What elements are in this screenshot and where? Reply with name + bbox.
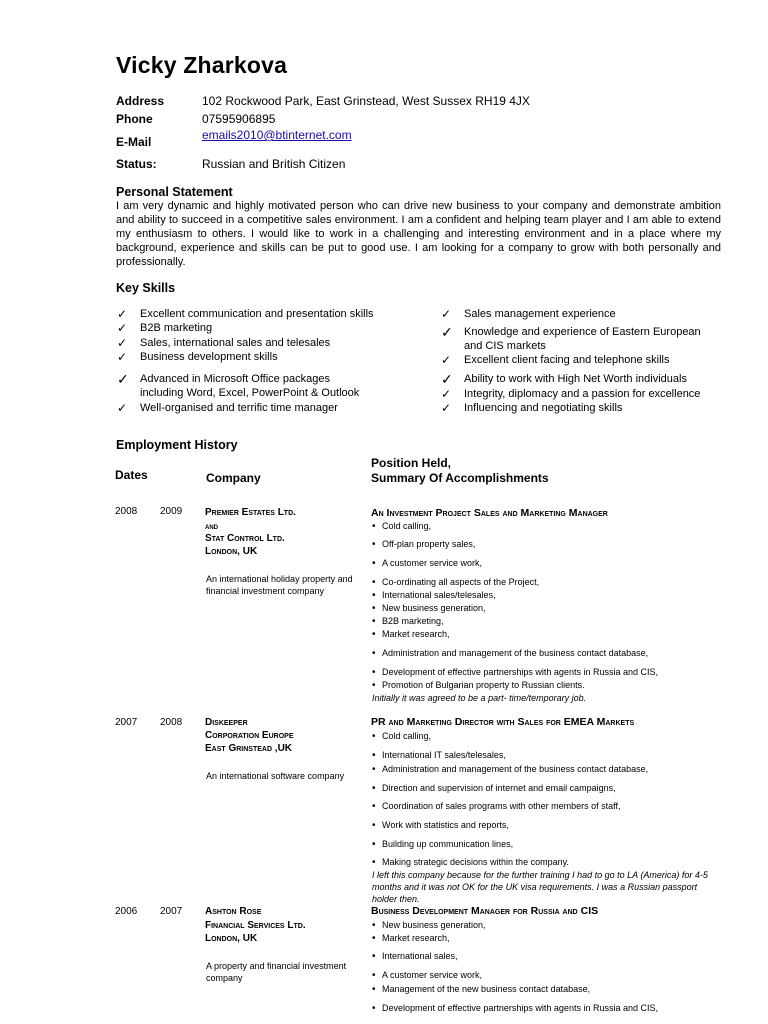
address-value: 102 Rockwood Park, East Grinstead, West Sussex RH19 4JX bbox=[202, 94, 530, 108]
job-start-year: 2006 bbox=[115, 906, 138, 917]
email-link[interactable]: emails2010@btinternet.com bbox=[202, 128, 352, 142]
accomplishment-item: • Development of effective partnerships with agents in Russia and CIS, bbox=[372, 667, 658, 678]
email-label: E-Mail bbox=[116, 135, 152, 149]
company-name: Stat Control Ltd. bbox=[205, 533, 285, 544]
phone-label: Phone bbox=[116, 112, 153, 126]
checkmark-icon: ✓ bbox=[117, 371, 129, 387]
employment-heading: Employment History bbox=[116, 438, 238, 452]
checkmark-icon: ✓ bbox=[441, 371, 453, 387]
skill-text: B2B marketing bbox=[140, 322, 213, 334]
company-description: An international holiday property and financial investment company bbox=[206, 574, 353, 596]
accomplishment-item: • Work with statistics and reports, bbox=[372, 820, 509, 831]
accomplishment-item: • Management of the new business contact database, bbox=[372, 984, 590, 995]
checkmark-icon: ✓ bbox=[441, 387, 452, 401]
accomplishment-item: • Making strategic decisions within the company. bbox=[372, 857, 569, 868]
position-title: Business Development Manager for Russia and CIS bbox=[371, 905, 599, 917]
skill-text: Sales, international sales and telesales bbox=[140, 337, 331, 349]
accomplishment-item: • Promotion of Bulgarian property to Russian clients. bbox=[372, 680, 585, 691]
job-note: I left this company because for the further training I had to go to LA (America) for 4-5 months and it was not OK for the UK visa requirements. I was a Russian passport holder then. bbox=[372, 870, 708, 904]
phone-value: 07595906895 bbox=[202, 112, 276, 126]
skill-text: Sales management experience bbox=[464, 308, 616, 320]
status-value: Russian and British Citizen bbox=[202, 157, 346, 171]
skill-text: Well-organised and terrific time manager bbox=[140, 402, 338, 414]
job-end-year: 2009 bbox=[160, 506, 183, 517]
accomplishment-item: • Development of effective partnerships with agents in Russia and CIS, bbox=[372, 1003, 658, 1014]
checkmark-icon: ✓ bbox=[441, 353, 452, 367]
company-name: Ashton Rose bbox=[205, 906, 262, 917]
job-end-year: 2008 bbox=[160, 717, 183, 728]
accomplishment-item: • Coordination of sales programs with other members of staff, bbox=[372, 801, 620, 812]
company-name: Premier Estates Ltd. bbox=[205, 507, 296, 518]
skill-text: Advanced in Microsoft Office packages bbox=[140, 373, 330, 385]
checkmark-icon: ✓ bbox=[117, 307, 128, 321]
company-location: East Grinstead ,UK bbox=[205, 743, 293, 754]
skill-text: Excellent communication and presentation skills bbox=[140, 308, 374, 320]
skill-text: Excellent client facing and telephone skills bbox=[464, 354, 670, 366]
checkmark-icon: ✓ bbox=[117, 321, 128, 335]
skill-text: Integrity, diplomacy and a passion for excellence bbox=[464, 388, 701, 400]
checkmark-icon: ✓ bbox=[117, 401, 128, 415]
accomplishment-item: • New business generation, bbox=[372, 603, 486, 614]
accomplishment-item: • Co-ordinating all aspects of the Project, bbox=[372, 577, 539, 588]
company-description: An international software company bbox=[206, 771, 345, 781]
accomplishment-item: • Off-plan property sales, bbox=[372, 539, 475, 550]
position-title: An Investment Project Sales and Marketing Manager bbox=[371, 507, 608, 519]
accomplishment-item: • A customer service work, bbox=[372, 558, 482, 569]
checkmark-icon: ✓ bbox=[441, 401, 452, 415]
accomplishment-item: • Market research, bbox=[372, 629, 450, 640]
company-name: and bbox=[205, 521, 218, 531]
checkmark-icon: ✓ bbox=[117, 336, 128, 350]
skill-text: Business development skills bbox=[140, 351, 278, 363]
accomplishment-item: • Market research, bbox=[372, 933, 450, 944]
job-start-year: 2008 bbox=[115, 506, 138, 517]
skill-text: and CIS markets bbox=[464, 340, 546, 352]
checkmark-icon: ✓ bbox=[117, 350, 128, 364]
dates-column-header: Dates bbox=[115, 468, 148, 482]
accomplishment-item: • B2B marketing, bbox=[372, 616, 444, 627]
accomplishment-item: • Building up communication lines, bbox=[372, 839, 513, 850]
accomplishment-item: • A customer service work, bbox=[372, 970, 482, 981]
position-title: PR and Marketing Director with Sales for EMEA Markets bbox=[371, 716, 635, 728]
company-name: Diskeeper bbox=[205, 717, 248, 728]
status-label: Status: bbox=[116, 157, 157, 171]
accomplishment-item: • International IT sales/telesales, bbox=[372, 750, 506, 761]
address-label: Address bbox=[116, 94, 165, 108]
candidate-name: Vicky Zharkova bbox=[116, 52, 288, 78]
company-location: London, UK bbox=[205, 933, 258, 944]
accomplishment-item: • Administration and management of the business contact database, bbox=[372, 764, 648, 775]
skill-text: including Word, Excel, PowerPoint & Outlook bbox=[140, 387, 360, 399]
skill-text: Ability to work with High Net Worth individuals bbox=[464, 373, 687, 385]
checkmark-icon: ✓ bbox=[441, 324, 453, 340]
job-end-year: 2007 bbox=[160, 906, 183, 917]
company-description: A property and financial investment company bbox=[206, 961, 347, 983]
skill-text: Influencing and negotiating skills bbox=[464, 402, 623, 414]
company-column-header: Company bbox=[206, 471, 261, 485]
accomplishment-item: • International sales/telesales, bbox=[372, 590, 496, 601]
job-start-year: 2007 bbox=[115, 717, 138, 728]
company-name: Financial Services Ltd. bbox=[205, 920, 306, 931]
accomplishment-item: • Cold calling, bbox=[372, 521, 431, 532]
accomplishments-column-header: Summary Of Accomplishments bbox=[371, 471, 549, 485]
job-note: Initially it was agreed to be a part- time/temporary job. bbox=[372, 693, 587, 703]
accomplishment-item: • Direction and supervision of internet and email campaigns, bbox=[372, 783, 616, 794]
accomplishment-item: • New business generation, bbox=[372, 920, 486, 931]
company-name: Corporation Europe bbox=[205, 730, 294, 741]
key-skills-heading: Key Skills bbox=[116, 281, 176, 295]
checkmark-icon: ✓ bbox=[441, 307, 452, 321]
personal-statement-heading: Personal Statement bbox=[116, 185, 233, 199]
accomplishment-item: • Cold calling, bbox=[372, 731, 431, 742]
accomplishment-item: • Administration and management of the business contact database, bbox=[372, 648, 648, 659]
personal-statement-text: I am very dynamic and highly motivated person who can drive new business to your company and demonstrate ambition and ability to succeed in a competitive sales environment. I am a confident and helping team player and I am able to extend my enthusiasm to others. I would like to work in a challenging and interesting environment and in a place where my background, experience and skills can be put to good use. I am looking for a company to grow with both personally and professionally. bbox=[116, 200, 721, 268]
accomplishment-item: • International sales, bbox=[372, 951, 458, 962]
company-location: London, UK bbox=[205, 546, 258, 557]
position-column-header: Position Held, bbox=[371, 456, 452, 470]
skill-text: Knowledge and experience of Eastern European bbox=[464, 326, 701, 338]
